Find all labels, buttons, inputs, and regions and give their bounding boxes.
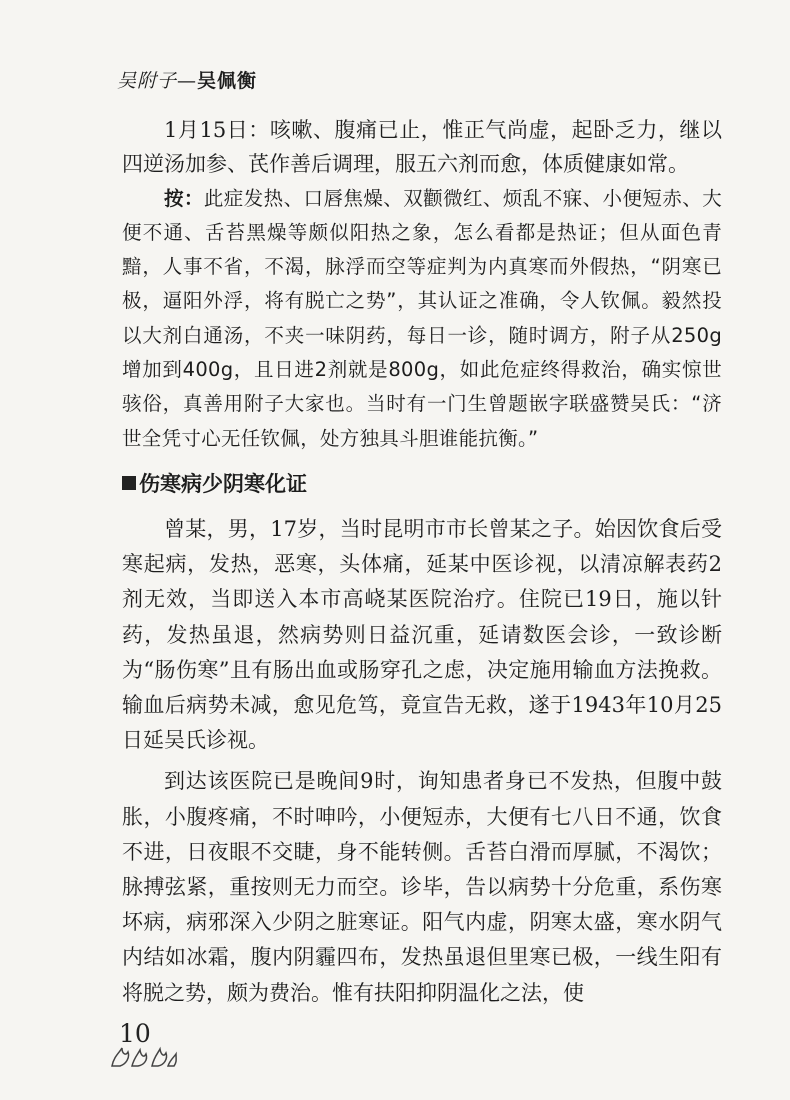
header-prefix: 吴附子 (117, 70, 178, 92)
page-number: 10 (119, 1019, 151, 1048)
section-heading (122, 468, 722, 500)
commentary-text: 此症发热、口唇焦燥、双颧微红、烦乱不寐、小便短赤、大便不通、舌苔黑燥等颇似阳热之象，怎么看都是热证；但从面色青黯，人事不省，不渴，脉浮而空等症判为内真寒而外假热，“阴寒已极，逼阳外浮，将有脱亡之势”，其认证之准确，令人钦佩。毅然投以大剂白通汤，不夹一味阴药，每日一诊，随时调方，附子从250g增加到400g，且日进2剂就是800g，如此危症终得救治，确实惊世骇俗，真善用附子大家也。当时有一门生曾题嵌字联盛赞吴氏：“济世全凭寸心无任钦佩，处方独具斗胆谁能抗衡。” (122, 186, 722, 450)
case-paragraph-2: 到达该医院已是晚间9时，询知患者身已不发热，但腹中鼓胀，小腹疼痛，不时呻吟，小便短赤，大便有七八日不通，饮食不进，日夜眼不交睫，身不能转侧。舌苔白滑而厚腻，不渴饮；脉搏弦紧，重按则无力而空。诊毕，告以病势十分危重，系伤寒坏病，病邪深入少阴之脏寒证。阳气内虚，阴寒太盛，寒水阴气内结如冰霜，腹内阴霾四布，发热虽退但里寒已极，一线生阳有将脱之势，颇为费治。惟有扶阳抑阴温化之法，使 (122, 769, 722, 1005)
commentary-label: 按： (164, 186, 204, 210)
header-dash: — (177, 70, 198, 92)
page-content (122, 113, 722, 1011)
header-name: 吴佩衡 (197, 70, 258, 92)
paragraph-follow-up: 1月15日：咳嗽、腹痛已止，惟正气尚虚，起卧乏力，继以四逆汤加参、芪作善后调理，服五六剂而愈，体质健康如常。 (122, 118, 722, 177)
commentary-paragraph (122, 182, 722, 456)
section-title: 伤寒病少阴寒化证 (139, 471, 307, 496)
flame-ornament-icon (108, 1044, 180, 1070)
case-paragraph-1: 曾某，男，17岁，当时昆明市市长曾某之子。始因饮食后受寒起病，发热，恶寒，头体痛，延某中医诊视，以清凉解表药2剂无效，当即送入本市高峣某医院治疗。住院已19日，施以针药，发热虽退，然病势则日益沉重，延请数医会诊，一致诊断为“肠伤寒”且有肠出血或肠穿孔之虑，决定施用输血方法挽救。输血后病势未减，愈见危笃，竟宣告无救，遂于1943年10月25日延吴氏诊视。 (122, 516, 722, 753)
running-header (117, 66, 257, 93)
square-bullet-icon (122, 476, 136, 490)
